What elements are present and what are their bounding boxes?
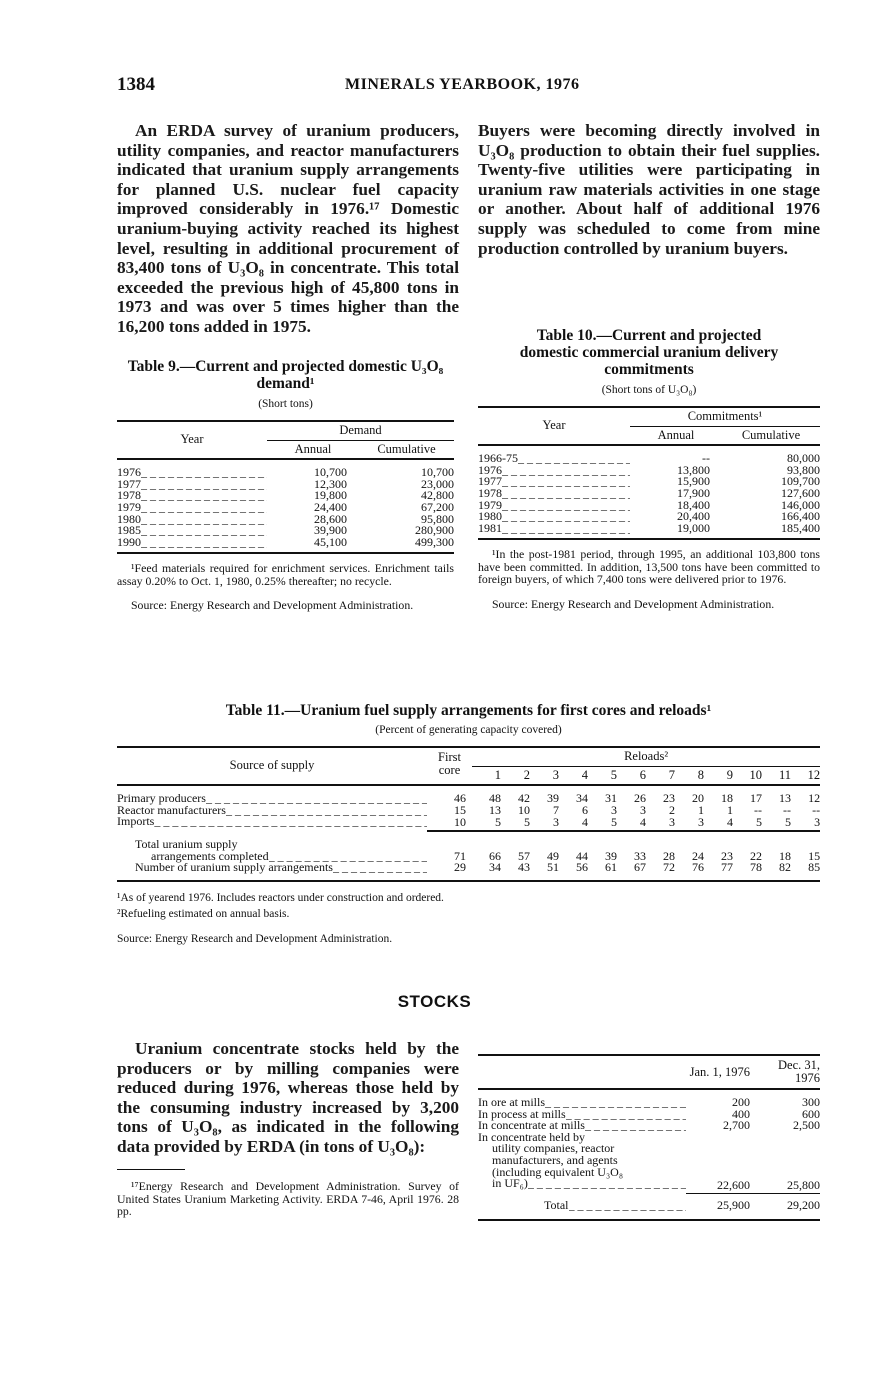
row-label: In process at mills [478, 1106, 566, 1121]
row-label: 1981 [478, 520, 502, 535]
table-row [117, 479, 454, 491]
leader-dots [141, 502, 267, 514]
footnote-1: ¹As of yearend 1976. Includes reactors under construction and ordered. [117, 891, 444, 904]
table-row [117, 816, 820, 831]
row-label: 1978 [478, 485, 502, 500]
col-jan-1976: Jan. 1, 1976 [689, 1064, 750, 1079]
jan-value [686, 1132, 756, 1144]
col-reload-8: 8 [697, 767, 704, 782]
jan-value: 2,700 [723, 1118, 750, 1133]
spacer-row [117, 548, 454, 553]
annual-value: 13,800 [677, 462, 710, 477]
reload-value: 1 [727, 802, 733, 817]
dec-value: 300 [802, 1095, 820, 1109]
row-label: arrangements completed [151, 848, 269, 863]
annual-value: 10,700 [314, 465, 347, 480]
leader-dots [141, 525, 267, 537]
leader-dots [141, 467, 267, 479]
col-reload-2: 2 [523, 767, 530, 782]
reload-value: 39 [605, 848, 617, 863]
jan-value [686, 1167, 756, 1179]
leader-dots [154, 816, 427, 828]
row-label: utility companies, reactor [492, 1141, 615, 1156]
col-reloads: Reloads² [472, 747, 820, 766]
col-demand: Demand [267, 421, 454, 440]
col-dec-1976: Dec. 31, 1976 [778, 1058, 820, 1085]
cumulative-value: 95,800 [421, 511, 455, 526]
row-label-wrap [492, 1178, 686, 1190]
row-label: 1966-75 [478, 451, 518, 466]
cumulative-value: 127,600 [781, 485, 820, 500]
reload-value: 1 [698, 802, 704, 817]
col-annual: Annual [294, 441, 332, 456]
reload-value: 23 [663, 791, 675, 806]
dec-value [756, 1143, 820, 1155]
reload-value: 34 [576, 791, 588, 806]
reload-value: 12 [808, 791, 821, 806]
row-label-cell [478, 1178, 686, 1194]
leader-dots [141, 537, 267, 549]
table-subtitle: (Percent of generating capacity covered) [375, 724, 562, 736]
stocks-table [478, 1054, 820, 1221]
row-label: 1980 [478, 509, 502, 524]
cumulative-value: 80,000 [787, 451, 820, 466]
demand-table [117, 420, 454, 554]
annual-value: 28,600 [314, 511, 347, 526]
row-label-cell [478, 1197, 686, 1221]
row-label: 1978 [117, 488, 141, 503]
reload-value: 4 [559, 816, 588, 831]
leader-dots [545, 1097, 686, 1109]
paragraph-text: An ERDA survey of uranium producers, utility companies, and reactor manufacturers indicated that uranium supply arrangements for planned U.S. nuclear fuel capacity improved considerably in 1976.¹⁷ Domestic uranium-buying activity reached its highest level, resulting in additional procurement of 83,400 tons of U₃O₈ in concentrate. This total exceeded the previous high of 45,800 tons in 1973 and was over 5 times higher than the 16,200 tons added in 1975. [117, 121, 459, 336]
row-label: 1980 [117, 511, 141, 526]
reload-value: 5 [762, 816, 791, 831]
table-row [117, 514, 454, 526]
first-core-value: 71 [454, 848, 466, 863]
reload-value: 17 [750, 791, 762, 806]
dec-value [756, 1132, 820, 1144]
cumulative-value: 109,700 [781, 474, 820, 489]
cumulative-value: 67,200 [421, 499, 455, 514]
first-core-value: 15 [454, 802, 466, 817]
table-row [478, 1178, 820, 1194]
table-subtitle: (Short tons of U₃O₈) [601, 384, 697, 396]
cumulative-value: 499,300 [415, 534, 455, 549]
buyers-paragraph [478, 121, 820, 258]
reload-value: 5 [501, 816, 530, 831]
leader-dots [226, 805, 427, 817]
row-label-wrap [478, 520, 630, 535]
col-year: Year [180, 432, 204, 447]
table-footnotes [117, 892, 820, 946]
row-label: In concentrate at mills [478, 1118, 585, 1133]
table-row [478, 465, 820, 477]
leader-dots [569, 1200, 687, 1212]
commitments-table [478, 406, 820, 540]
annual-value: 15,900 [677, 474, 710, 489]
reload-value: 13 [489, 802, 501, 817]
reload-value: 78 [733, 862, 762, 881]
row-label-wrap [117, 534, 267, 549]
footnote-divider [117, 1169, 185, 1170]
jan-value: 400 [732, 1106, 750, 1121]
row-label: Total [544, 1197, 569, 1212]
footnote-text: ¹Feed materials required for enrichment services. Enrichment tails assay 0.20% to Oct. 1, 1980, 0.25% thereafter; no recycle. [117, 561, 454, 588]
reload-value: 85 [791, 862, 820, 881]
paragraph-text: Uranium concentrate stocks held by the producers or by milling companies were reduced during 1976, whereas those held by the consuming industry increased by 3,200 tons of U₃O₈, as indicated in the following data provided by ERDA (in tons of U₃O₈): [117, 1039, 459, 1156]
reload-value: 28 [663, 848, 675, 863]
reload-value: 57 [518, 848, 530, 863]
reload-value: 18 [721, 791, 733, 806]
cumulative-value: 10,700 [421, 465, 455, 480]
table-row [117, 805, 820, 817]
cumulative-value: 146,000 [781, 497, 820, 512]
table-row [478, 511, 820, 523]
leader-dots [502, 523, 630, 535]
source-text: Source: Energy Research and Development Administration. [492, 596, 775, 611]
table-source: Source: Energy Research and Development Administration. [117, 932, 393, 945]
col-year: Year [542, 418, 566, 433]
table-source [117, 599, 454, 612]
footnote-text: ¹In the post-1981 period, through 1995, an additional 103,800 tons have been committed. In addition, 13,500 tons have been committed to foreign buyers, of which 7,400 tons were delivered prior to 1976. [478, 547, 820, 587]
reload-value: 13 [779, 791, 791, 806]
leader-dots [518, 453, 630, 465]
reload-value: 44 [576, 848, 588, 863]
reload-value: 67 [617, 862, 646, 881]
dec-value: 600 [802, 1106, 820, 1121]
reload-value: 5 [588, 816, 617, 831]
row-label: In concentrate held by [478, 1129, 585, 1144]
reload-value: 82 [762, 862, 791, 881]
reload-value: 10 [518, 802, 530, 817]
spacer-row [478, 534, 820, 539]
reload-value: 3 [791, 816, 820, 831]
reload-value: 24 [692, 848, 704, 863]
col-cumulative: Cumulative [741, 427, 801, 442]
spacer-row [117, 459, 454, 467]
col-reload-5: 5 [610, 767, 617, 782]
jan-value [686, 1155, 756, 1167]
row-label: 1979 [478, 497, 502, 512]
row-label-wrap [117, 802, 427, 817]
leader-dots [502, 488, 630, 500]
table-row [478, 453, 820, 465]
page-footnote [117, 1180, 459, 1218]
spacer-row [117, 785, 820, 793]
leader-dots [502, 500, 630, 512]
col-reload-10: 10 [749, 767, 762, 782]
col-reload-7: 7 [668, 767, 675, 782]
table-10 [478, 327, 820, 610]
row-label: 1979 [117, 499, 141, 514]
row-label: Number of uranium supply arrangements [135, 860, 333, 875]
annual-value: 18,400 [677, 497, 710, 512]
page-number: 1384 [117, 74, 155, 95]
row-label: In ore at mills [478, 1095, 545, 1109]
reload-value: 7 [553, 802, 559, 817]
leader-dots [206, 793, 427, 805]
reload-value: 6 [582, 802, 588, 817]
table-row [117, 525, 454, 537]
reload-value: 76 [675, 862, 704, 881]
annual-value: 19,800 [314, 488, 347, 503]
stocks-paragraph [117, 1039, 459, 1157]
row-label-cell [117, 534, 267, 549]
table-row [117, 502, 454, 514]
col-reload-9: 9 [726, 767, 733, 782]
table-row [478, 488, 820, 500]
row-label: Imports [117, 814, 155, 829]
running-title: MINERALS YEARBOOK, 1976 [345, 76, 580, 93]
intro-paragraph [117, 121, 459, 337]
annual-value: 17,900 [677, 485, 710, 500]
dec-value: 25,800 [756, 1178, 820, 1194]
spacer-row [478, 445, 820, 453]
table-title: Table 10.—Current and projected domestic commercial uranium delivery commitments [519, 327, 779, 378]
reload-value: 66 [489, 848, 501, 863]
col-reload-12: 12 [807, 767, 821, 782]
reload-value: 51 [530, 862, 559, 881]
row-label-cell [117, 802, 427, 817]
footnote-2: ²Refueling estimated on annual basis. [117, 908, 290, 921]
row-label: 1976 [478, 462, 502, 477]
reload-value: 49 [547, 848, 559, 863]
reload-value: 4 [617, 816, 646, 831]
table-footnote [117, 562, 454, 587]
reload-value: 3 [640, 802, 646, 817]
reload-value: 48 [489, 791, 501, 806]
col-source: Source of supply [229, 758, 315, 773]
row-label: 1976 [117, 465, 141, 480]
row-label-cell [117, 862, 427, 881]
reload-value: 4 [704, 816, 733, 831]
footnote-text: ¹⁷Energy Research and Development Administration. Survey of United States Uranium Marketing Activity. ERDA 7-46, April 1976. 28 pp. [117, 1179, 459, 1218]
reload-value: 22 [750, 848, 762, 863]
annual-value: 39,900 [314, 523, 347, 538]
row-label: manufacturers, and agents [492, 1152, 618, 1167]
col-first-core: First core [438, 750, 461, 777]
dec-value [756, 1167, 820, 1179]
jan-value: 22,600 [686, 1178, 756, 1194]
col-reload-1: 1 [494, 767, 501, 782]
reload-value: 3 [530, 816, 559, 831]
row-label: (including equivalent U₃O₈ [492, 1164, 624, 1179]
annual-value: 24,400 [314, 499, 347, 514]
table-11 [117, 702, 820, 945]
reload-value: -- [783, 802, 791, 817]
reload-value: 34 [472, 862, 501, 881]
table-row [117, 862, 820, 881]
col-annual: Annual [657, 427, 695, 442]
reload-value: 23 [721, 848, 733, 863]
cumulative-value: 23,000 [421, 476, 455, 491]
table-title: Table 11.—Uranium fuel supply arrangements for first cores and reloads¹ [225, 702, 712, 719]
reload-value: 15 [808, 848, 821, 863]
first-core-value: 46 [454, 791, 466, 806]
table-row [478, 1167, 820, 1179]
reload-value: 3 [675, 816, 704, 831]
reload-value: 18 [779, 848, 791, 863]
table-title: Table 9.—Current and projected domestic U₃O₈ demand¹ [127, 358, 444, 392]
table-footnote [478, 548, 820, 586]
dec-value: 2,500 [793, 1118, 820, 1133]
col-reload-3: 3 [552, 767, 559, 782]
reload-value: 5 [733, 816, 762, 831]
row-label: in UF₆) [492, 1176, 528, 1191]
leader-dots [502, 511, 630, 523]
table-9 [117, 358, 454, 612]
annual-value: 20,400 [677, 509, 710, 524]
table-row [117, 537, 454, 549]
reload-value: 61 [588, 862, 617, 881]
table-row [478, 1200, 820, 1221]
table-row [117, 490, 454, 502]
row-label-cell [478, 520, 630, 535]
row-label-wrap [135, 862, 427, 874]
reload-value: 31 [605, 791, 617, 806]
jan-value [686, 1143, 756, 1155]
annual-value: 19,000 [677, 520, 710, 535]
col-reload-11: 11 [778, 767, 791, 782]
table-row [478, 500, 820, 512]
table-subtitle: (Short tons) [258, 398, 313, 410]
dec-value [756, 1155, 820, 1167]
row-label-wrap [544, 1197, 686, 1212]
row-label: 1977 [478, 474, 502, 489]
row-label: Reactor manufacturers [117, 802, 226, 817]
row-label: Total uranium supply [135, 836, 238, 851]
reload-value: 72 [646, 862, 675, 881]
leader-dots [585, 1120, 686, 1132]
leader-dots [528, 1178, 686, 1190]
row-label: 1985 [117, 523, 141, 538]
reload-value: 20 [692, 791, 704, 806]
reload-value: 39 [547, 791, 559, 806]
leader-dots [502, 465, 630, 477]
first-core-value: 10 [427, 816, 472, 831]
leader-dots [502, 476, 630, 488]
section-heading-stocks: STOCKS [397, 992, 472, 1011]
reload-value: 3 [646, 816, 675, 831]
row-label-wrap [117, 816, 427, 828]
reload-value: 33 [634, 848, 646, 863]
row-label: 1977 [117, 476, 141, 491]
leader-dots [141, 479, 267, 491]
row-label-cell [117, 816, 427, 831]
leader-dots [333, 862, 427, 874]
cumulative-value: 42,800 [421, 488, 455, 503]
col-cumulative: Cumulative [377, 441, 436, 456]
source-text: Source: Energy Research and Development Administration. [131, 598, 414, 613]
leader-dots [141, 514, 267, 526]
annual-value: 12,300 [314, 476, 347, 491]
reload-value: 3 [611, 802, 617, 817]
col-reload-6: 6 [639, 767, 646, 782]
col-reload-4: 4 [581, 767, 588, 782]
reload-value: 56 [559, 862, 588, 881]
dec-value: 29,200 [787, 1197, 820, 1212]
table-row [478, 523, 820, 535]
table-source [478, 598, 820, 611]
reload-value: 26 [634, 791, 646, 806]
jan-value: 25,900 [717, 1197, 750, 1212]
first-core-value: 29 [427, 862, 472, 881]
jan-value: 200 [732, 1095, 750, 1109]
supply-arrangements-table [117, 746, 820, 882]
reload-value: 5 [472, 816, 501, 831]
cumulative-value: 93,800 [787, 462, 820, 477]
cumulative-value: 185,400 [781, 520, 820, 535]
reload-value: 77 [704, 862, 733, 881]
row-label: Primary producers [117, 791, 206, 806]
annual-value: 45,100 [314, 534, 347, 549]
col-commitments: Commitments¹ [630, 407, 820, 426]
annual-value: -- [702, 451, 710, 466]
paragraph-text: Buyers were becoming directly involved in U₃O₈ production to obtain their fuel supplies. Twenty-five utilities were participating in uranium raw materials activities in one stage or another. About half of additional 1976 supply was scheduled to come from mine production controlled by uranium buyers. [478, 121, 820, 258]
cumulative-value: 280,900 [415, 523, 455, 538]
table-row [117, 467, 454, 479]
row-label: 1990 [117, 534, 141, 549]
reload-value: 2 [669, 802, 675, 817]
reload-value: -- [812, 802, 821, 817]
cumulative-value: 166,400 [781, 509, 820, 524]
table-row [478, 476, 820, 488]
reload-value: 43 [501, 862, 530, 881]
leader-dots [141, 490, 267, 502]
reload-value: 42 [518, 791, 530, 806]
reload-value: -- [754, 802, 762, 817]
